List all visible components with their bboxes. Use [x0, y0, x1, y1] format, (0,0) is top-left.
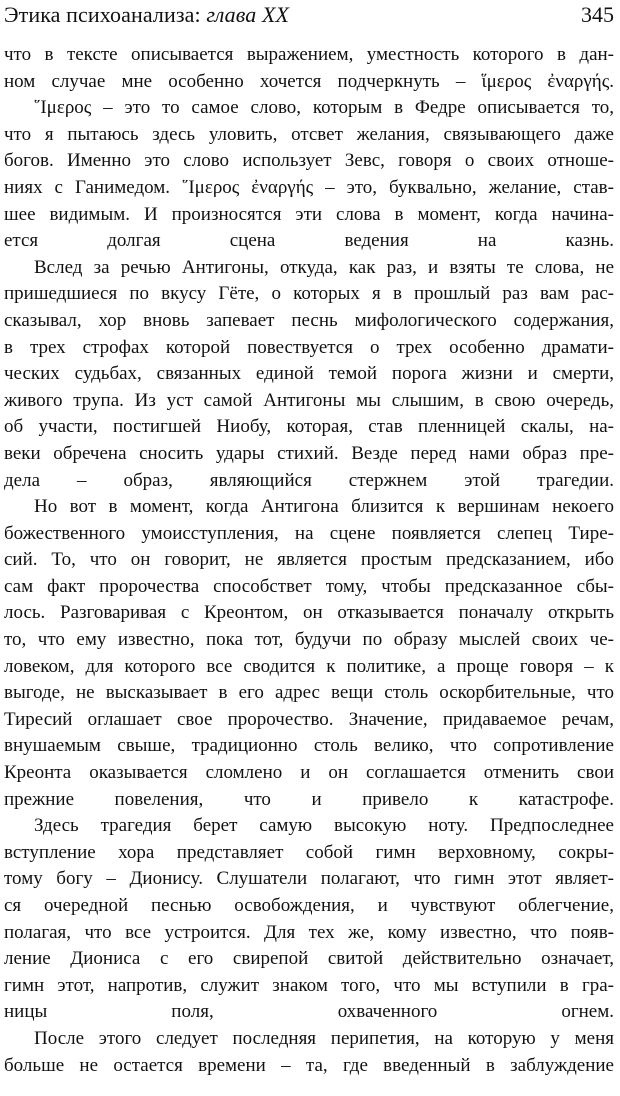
- paragraph-3: [4, 255, 614, 494]
- text-line: полагая, что все устроится. Для тех же, кому известно, что появ-: [4, 921, 614, 943]
- running-title-prefix: Этика психоанализа:: [4, 2, 207, 27]
- text-line: ниях с Ганимедом. ῞Ιμερος ἐναργής – это, буквально, желание, став-: [4, 176, 614, 198]
- text-line: ческих судьбах, связанных единой темой порога жизни и смерти,: [4, 363, 614, 385]
- body-text: [4, 42, 614, 1079]
- text-line: лось. Разговаривая с Креонтом, он отказывается поначалу открыть: [4, 602, 614, 624]
- text-line: ном случае мне особенно хочется подчеркнуть – ἵμερος ἐναργής.: [4, 70, 614, 92]
- text-line: ление Диониса с его свирепой свитой действительно означает,: [4, 948, 614, 970]
- text-line: ницы поля, охваченного огнем.: [4, 1001, 614, 1023]
- text-line: сам факт пророчества способствет тому, чтобы предсказанное сбы-: [4, 575, 614, 597]
- running-title: [4, 2, 289, 28]
- paragraph-6: [4, 1026, 614, 1079]
- text-line: об участи, постигшей Ниобу, которая, став пленницей скалы, на-: [4, 416, 614, 438]
- paragraph-2: [4, 95, 614, 255]
- text-line: дела – образ, являющийся стержнем этой трагедии.: [4, 469, 614, 491]
- text-line: вступление хора представляет собой гимн верховному, сокры-: [4, 841, 614, 863]
- paragraph-5: [4, 813, 614, 1026]
- text-line: живого трупа. Из уст самой Антигоны мы слышим, в свою очередь,: [4, 389, 614, 411]
- text-line: пришедшиеся по вкусу Гёте, о которых я в прошлый раз вам рас-: [4, 283, 614, 305]
- text-line: сий. То, что он говорит, не является простым предсказанием, ибо: [4, 549, 614, 571]
- text-line: ся очередной песнью освобождения, и чувствуют облегчение,: [4, 895, 614, 916]
- text-line: Вслед за речью Антигоны, откуда, как раз, и взяты те слова, не: [34, 256, 614, 278]
- text-line: гимн этот, напротив, служит знаком того, что мы вступили в гра-: [4, 974, 614, 996]
- text-line: что в тексте описывается выражением, уместность которого в дан-: [4, 44, 614, 65]
- text-line: Здесь трагедия берет самую высокую ноту. Предпоследнее: [34, 815, 614, 837]
- text-line: что я пытаюсь здесь уловить, отсвет желания, связывающего даже: [4, 123, 614, 145]
- paragraph-1: [4, 42, 614, 95]
- text-line: тому богу – Дионису. Слушатели полагают, что гимн этот являет-: [4, 868, 614, 890]
- text-line: Но вот в момент, когда Антигона близится к вершинам некоего: [34, 496, 614, 518]
- paragraph-4: [4, 494, 614, 813]
- text-line: ется долгая сцена ведения на казнь.: [4, 230, 614, 252]
- text-line: После этого следует последняя перипетия, на которую у меня: [34, 1027, 614, 1049]
- text-line: Тиресий оглашает свое пророчество. Значение, придаваемое речам,: [4, 708, 614, 730]
- text-line: больше не остается времени – та, где введенный в заблуждение: [4, 1054, 614, 1076]
- text-line: то, что ему известно, пока тот, будучи по образу мыслей своих че-: [4, 629, 614, 651]
- page-number: 345: [581, 2, 614, 27]
- text-line: шее видимым. И произносятся эти слова в момент, когда начина-: [4, 203, 614, 225]
- text-line: внушаемым свыше, традиционно столь велико, что сопротивление: [4, 735, 614, 757]
- text-line: ловеком, для которого все сводится к политике, а проще говоря – к: [4, 655, 614, 677]
- text-line: веки обречена сносить удары стихий. Везде перед нами образ пре-: [4, 442, 614, 464]
- text-line: ῞Ιμερος – это то самое слово, которым в Федре описывается то,: [34, 97, 614, 119]
- text-line: выгоде, не высказывает в его адрес вещи столь оскорбительные, что: [4, 682, 614, 704]
- text-line: богов. Именно это слово использует Зевс, говоря о своих отноше-: [4, 150, 614, 172]
- running-header: [0, 0, 620, 40]
- text-line: в трех строфах которой повествуется о трех особенно драмати-: [4, 336, 614, 358]
- text-line: Креонта оказывается сломлено и он соглашается отменить свои: [4, 762, 614, 784]
- running-title-chapter: глава XX: [206, 2, 290, 27]
- text-line: прежние повеления, что и привело к катастрофе.: [4, 788, 614, 810]
- text-line: божественного умоисступления, на сцене появляется слепец Тире-: [4, 522, 614, 544]
- text-line: сказывал, хор вновь запевает песнь мифологического содержания,: [4, 309, 614, 331]
